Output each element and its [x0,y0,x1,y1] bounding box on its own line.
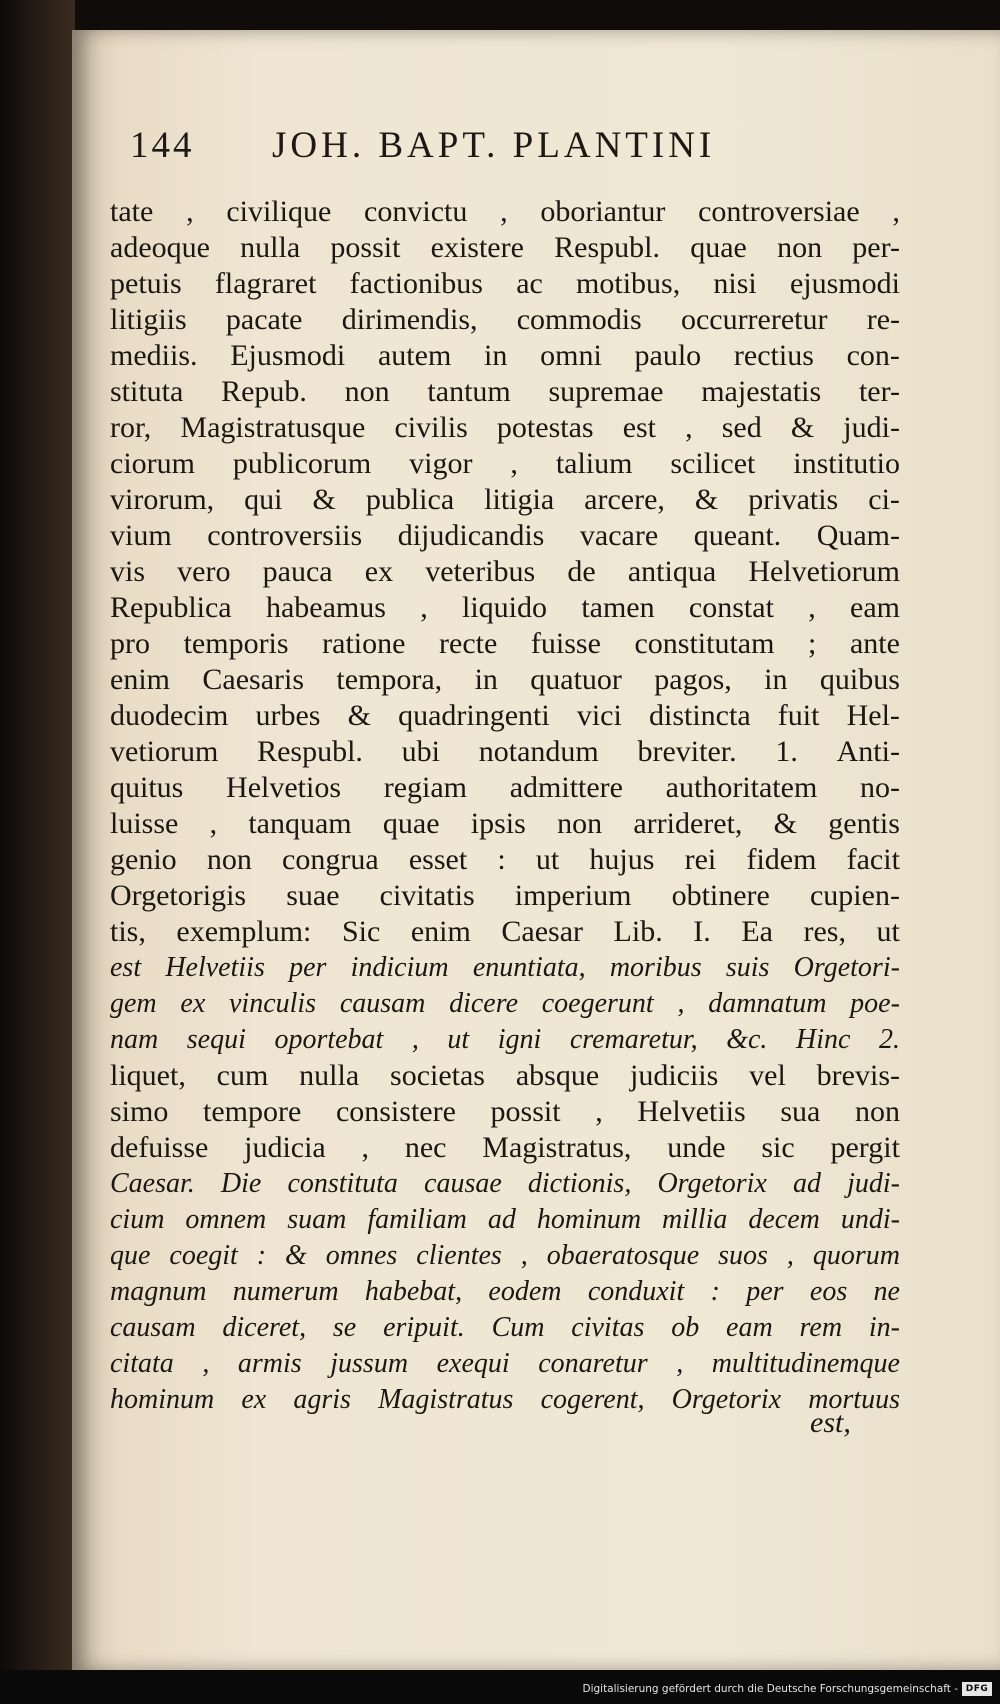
text-line: simo tempore consistere possit , Helvetiis sua non [110,1095,900,1128]
text-line: adeoque nulla possit existere Respubl. quae non per- [110,231,900,264]
text-line: causam diceret, se eripuit. Cum civitas ob eam rem in- [110,1312,900,1343]
text-line: duodecim urbes & quadringenti vici distincta fuit Hel- [110,699,900,732]
text-line: gem ex vinculis causam dicere coegerunt , damnatum poe- [110,988,900,1019]
text-line: luisse , tanquam quae ipsis non arrideret, & gentis [110,807,900,840]
text-line: vium controversiis dijudicandis vacare queant. Quam- [110,519,900,552]
page-number: 144 [130,125,195,166]
text-line: nam sequi oportebat , ut igni cremaretur, &c. Hinc 2. [110,1024,900,1055]
text-line: mediis. Ejusmodi autem in omni paulo rectius con- [110,339,900,372]
text-line: est Helvetiis per indicium enuntiata, moribus suis Orgetori- [110,952,900,983]
text-line: Caesar. Die constituta causae dictionis, Orgetorix ad judi- [110,1168,900,1199]
text-line: vis vero pauca ex veteribus de antiqua Helvetiorum [110,555,900,588]
book-gutter [0,0,75,1704]
text-line: litigiis pacate dirimendis, commodis occurreretur re- [110,303,900,336]
text-line: Republica habeamus , liquido tamen constat , eam [110,591,900,624]
text-line: ror, Magistratusque civilis potestas est , sed & judi- [110,411,900,444]
digitization-credit: Digitalisierung gefördert durch die Deutsche Forschungsgemeinschaft - [582,1683,958,1695]
text-line: citata , armis jussum exequi conaretur , multitudinemque [110,1348,900,1379]
text-line: defuisse judicia , nec Magistratus, unde sic pergit [110,1131,900,1164]
running-title: JOH. BAPT. PLANTINI [272,125,716,166]
text-line: quitus Helvetios regiam admittere authoritatem no- [110,771,900,804]
text-line: magnum numerum habebat, eodem conduxit : per eos ne [110,1276,900,1307]
dfg-logo: DFG [962,1682,992,1696]
text-line: que coegit : & omnes clientes , obaeratosque suos , quorum [110,1240,900,1271]
page-header [130,112,830,172]
text-line: stituta Repub. non tantum supremae majestatis ter- [110,375,900,408]
text-line: cium omnem suam familiam ad hominum millia decem undi- [110,1204,900,1235]
text-line: tate , civilique convictu , oboriantur controversiae , [110,195,900,228]
body-text [110,194,900,1494]
scan-border-top [0,0,1000,30]
text-line: hominum ex agris Magistratus cogerent, Orgetorix mortuus [110,1384,900,1415]
text-line: virorum, qui & publica litigia arcere, & privatis ci- [110,483,900,516]
text-line: pro temporis ratione recte fuisse constitutam ; ante [110,627,900,660]
text-line: enim Caesaris tempora, in quatuor pagos, in quibus [110,663,900,696]
text-line: vetiorum Respubl. ubi notandum breviter. 1. Anti- [110,735,900,768]
text-line: ciorum publicorum vigor , talium scilicet institutio [110,447,900,480]
catchword: est, [810,1406,851,1439]
text-line: liquet, cum nulla societas absque judiciis vel brevis- [110,1059,900,1092]
text-line: petuis flagraret factionibus ac motibus, nisi ejusmodi [110,267,900,300]
text-line: tis, exemplum: Sic enim Caesar Lib. I. Ea res, ut [110,915,900,948]
text-line: genio non congrua esset : ut hujus rei fidem facit [110,843,900,876]
text-line: Orgetorigis suae civitatis imperium obtinere cupien- [110,879,900,912]
